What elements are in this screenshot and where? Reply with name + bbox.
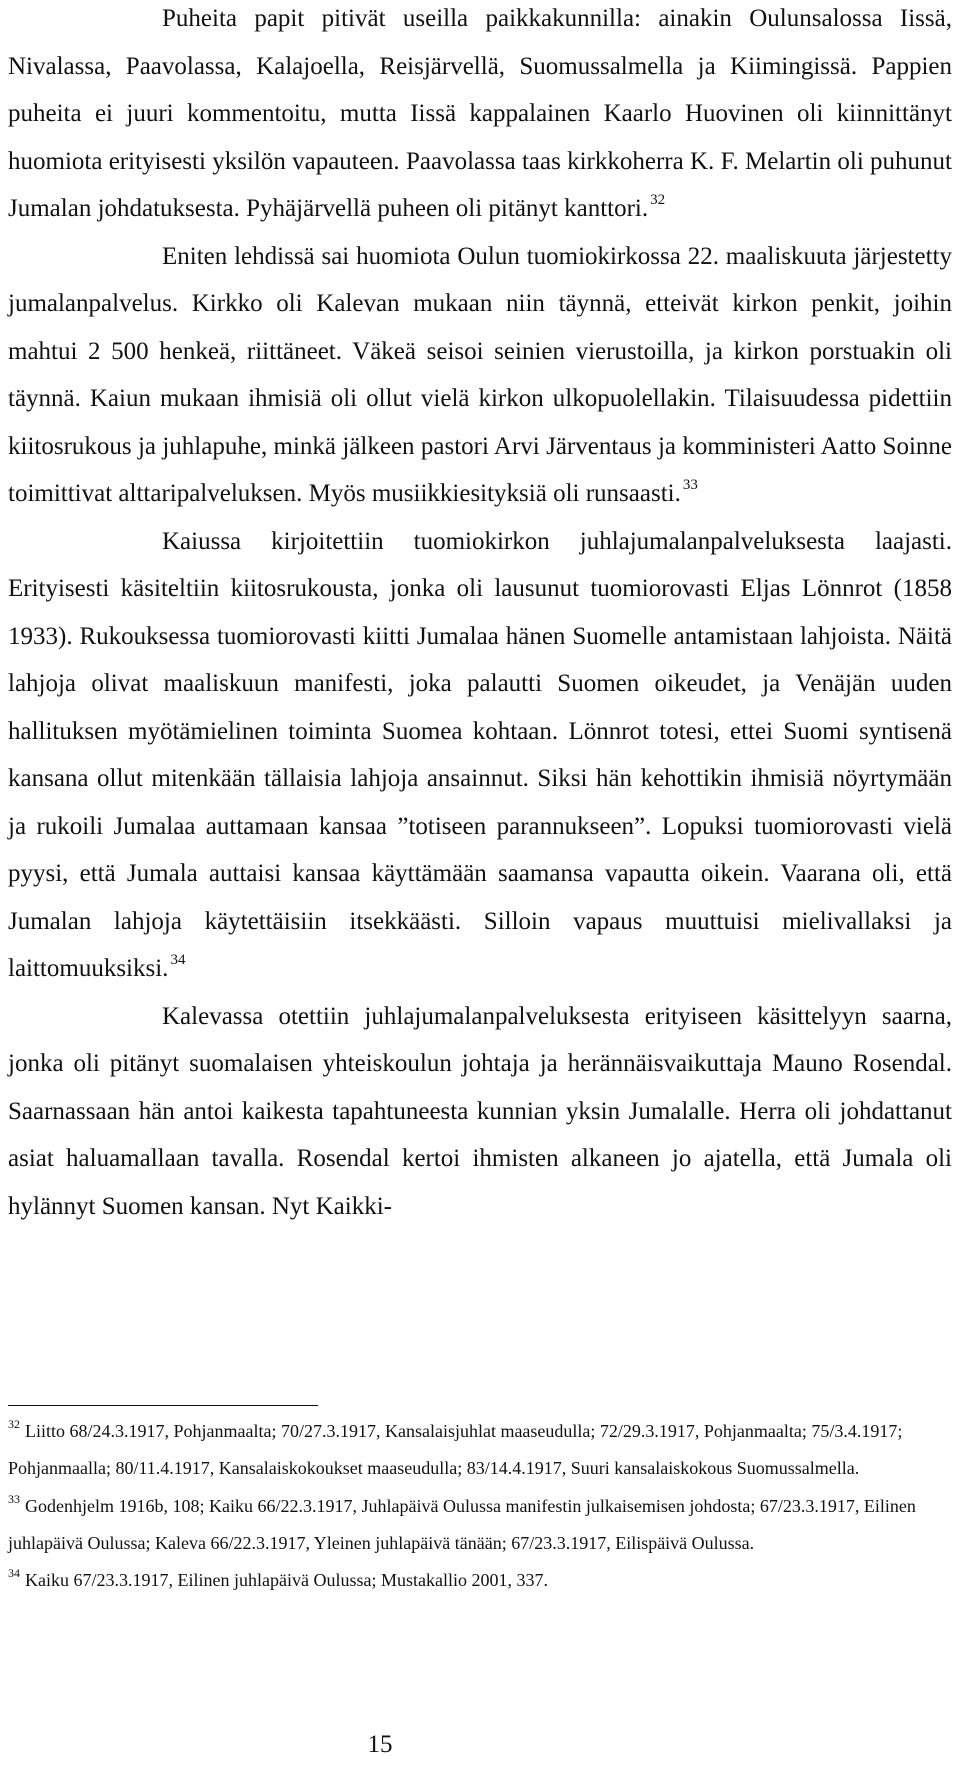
footnote-32 [8,1413,952,1488]
footnote-ref-33[interactable]: 33 [682,476,698,493]
footnote-ref-32[interactable]: 32 [650,191,666,208]
footnote-text: Kaiku 67/23.3.1917, Eilinen juhlapäivä Oulussa; Mustakallio 2001, 337. [25,1570,548,1591]
footnote-34 [8,1562,952,1599]
page-number: 15 [367,1731,393,1758]
footnote-text: Godenhjelm 1916b, 108; Kaiku 66/22.3.1917, Juhlapäivä Oulussa manifestin julkaisemisen johdosta; 67/23.3.1917, Eilinen juhlapäivä Oulussa; Kaleva 66/22.3.1917, Yleinen juhlapäivä tänään; 67/23.3.1917, Eilispäivä Oulussa. [8,1495,916,1553]
footnote-ref-34[interactable]: 34 [170,951,186,968]
footnote-text: Liitto 68/24.3.1917, Pohjanmaalta; 70/27.3.1917, Kansalaisjuhlat maaseudulla; 72/29.3.1917, Pohjanmaalta; 75/3.4.1917; Pohjanmaalla; 80/11.4.1917, Kansalaiskokoukset maaseudulla; 83/14.4.1917, Suuri kansalaiskokous Suomussalmella. [8,1421,903,1479]
footnote-number: 32 [8,1417,20,1431]
footnote-number: 34 [8,1566,20,1581]
paragraph-2: Eniten lehdissä sai huomiota Oulun tuomiokirkossa 22. maaliskuuta järjestetty jumalanpalvelus. Kirkko oli Kalevan mukaan niin täynnä, etteivät kirkon penkit, joihin mahtui 2 500 henkeä, riittäneet. Väkeä seisoi seinien vierustoilla, ja kirkon porstuakin oli täynnä. Kaiun mukaan ihmisiä oli ollut vielä kirkon ulkopuolellakin. Tilaisuudessa pidettiin kiitosrukous ja juhlapuhe, minkä jälkeen pastori Arvi Järventaus ja komministeri Aatto Soinne toimittivat alttaripalveluksen. Myös musiikkiesityksiä oli runsaasti. $^{33}$ [8,242,952,507]
paragraph-1: Puheita papit pitivät useilla paikkakunnilla: ainakin Oulunsalossa Iissä, Nivalassa, Paavolassa, Kalajoella, Reisjärvellä, Suomussalmella ja Kiimingissä. Pappien puheita ei juuri kommentoitu, mutta Iissä kappalainen Kaarlo Huovinen oli kiinnittänyt huomiota erityisesti yksilön vapauteen. Paavolassa taas kirkkoherra K. F. Melartin oli puhunut Jumalan johdatuksesta. Pyhäjärvellä puheen oli pitänyt kanttori. $^{32}$ [8,5,952,222]
footnote-number: 33 [8,1491,20,1506]
footnote-33 [8,1488,952,1563]
paragraph-4: Kalevassa otettiin juhlajumalanpalveluksesta erityiseen käsittelyyn saarna, jonka oli pitänyt suomalaisen yhteiskoulun johtaja ja herännäisvaikuttaja Mauno Rosendal. Saarnassaan hän antoi kaikesta tapahtuneesta kunnian yksin Jumalalle. Herra oli johdattanut asiat haluamallaan tavalla. Rosendal kertoi ihmisten alkaneen jo ajatella, että Jumala oli hylännyt Suomen kansan. Nyt Kaikki- [8,1002,952,1220]
footnotes [8,1413,952,1599]
body-text [8,0,952,1230]
paragraph-3: Kaiussa kirjoitettiin tuomiokirkon juhlajumalanpalveluksesta laajasti. Erityisesti käsiteltiin kiitosrukousta, jonka oli lausunut tuomiorovasti Eljas Lönnrot (1858 1933). Rukouksessa tuomiorovasti kiitti Jumalaa hänen Suomelle antamistaan lahjoista. Näitä lahjoja olivat maaliskuun manifesti, joka palautti Suomen oikeudet, ja Venäjän uuden hallituksen myötämielinen toiminta Suomea kohtaan. Lönnrot totesi, ettei Suomi syntisenä kansana ollut mitenkään tällaisia lahjoja ansainnut. Siksi hän kehottikin ihmisiä nöyrtymään ja rukoili Jumalaa auttamaan kansaa ”totiseen parannukseen”. Lopuksi tuomiorovasti vielä pyysi, että Jumala auttaisi kansaa käyttämään saamansa vapautta oikein. Vaarana oli, että Jumalan lahjoja käytettäisiin itsekkäästi. Silloin vapaus muuttuisi mielivallaksi ja laittomuuksiksi. $^{34}$ [8,527,952,982]
footnote-separator [8,1405,318,1406]
